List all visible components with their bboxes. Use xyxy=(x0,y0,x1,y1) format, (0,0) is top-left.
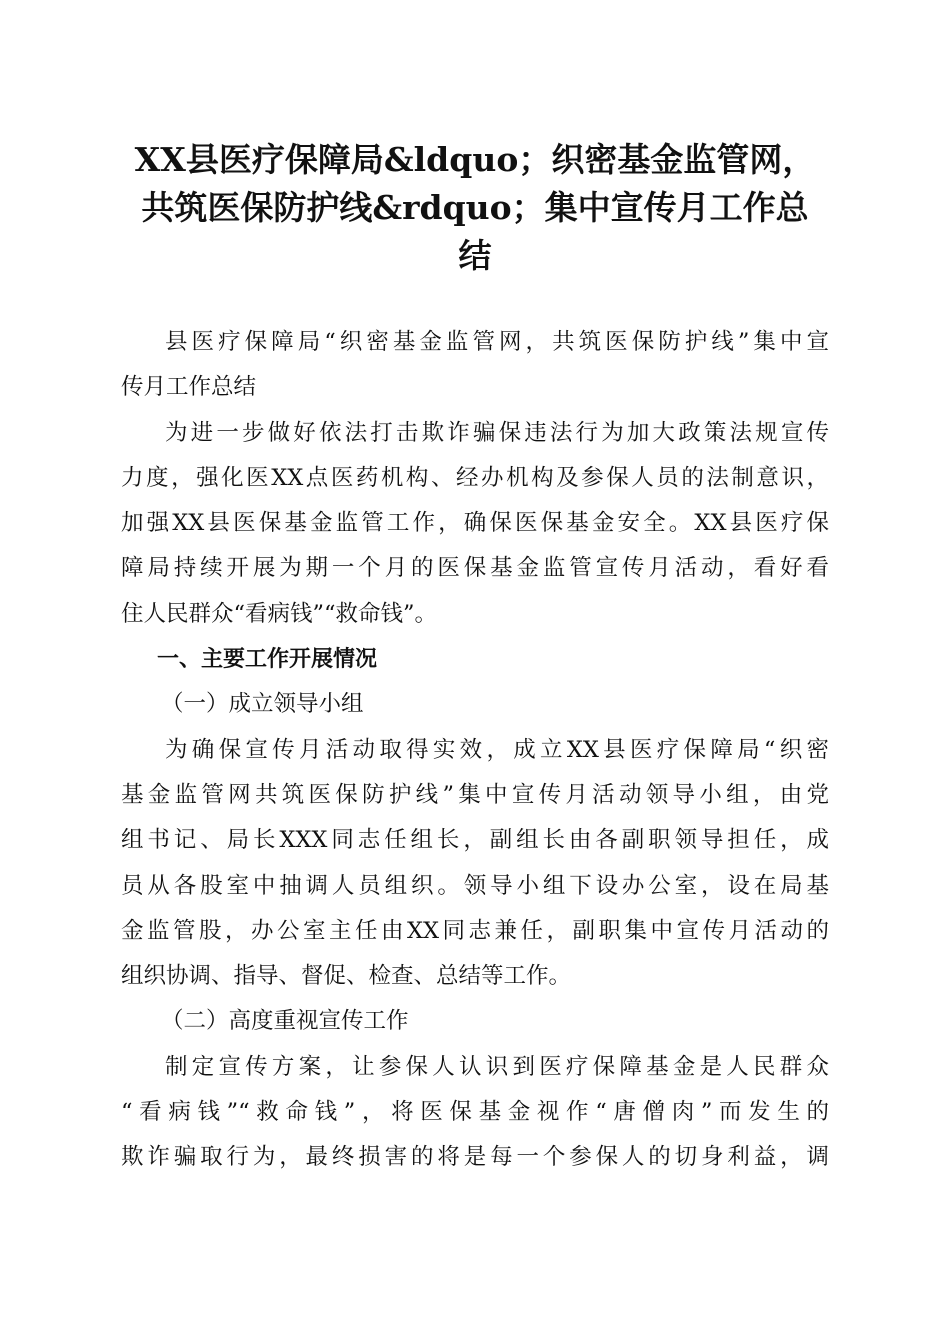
para1-line-3: 加强XX县医保基金监管工作，确保医保基金安全。XX县医疗保 xyxy=(121,510,829,537)
subsection-1-heading: （一）成立领导小组 xyxy=(161,691,364,718)
para2-line-3: 组书记、局长XXX同志任组长，副组长由各副职领导担任，成 xyxy=(121,827,829,854)
para2-line-1: 为确保宣传月活动取得实效，成立XX县医疗保障局“织密 xyxy=(165,736,829,763)
para1-line-5: 住人民群众“看病钱”“救命钱”。 xyxy=(121,600,438,627)
subsection-2-heading: （二）高度重视宣传工作 xyxy=(161,1008,409,1035)
document-title xyxy=(100,136,850,280)
para2-line-5: 金监管股，办公室主任由XX同志兼任，副职集中宣传月活动的 xyxy=(121,917,829,944)
para3-line-3: 欺诈骗取行为，最终损害的将是每一个参保人的切身利益，调 xyxy=(121,1144,829,1171)
intro-paragraph xyxy=(121,320,829,411)
intro-line-2: 传月工作总结 xyxy=(121,374,257,401)
para3-line-1: 制定宣传方案，让参保人认识到医疗保障基金是人民群众 xyxy=(165,1053,829,1080)
para1-line-2: 力度，强化医XX点医药机构、经办机构及参保人员的法制意识， xyxy=(121,464,829,491)
title-line-2: 共筑医保防护线&rdquo；集中宣传月工作总 xyxy=(141,188,809,227)
section-1-heading: 一、主要工作开展情况 xyxy=(157,647,378,673)
para1-line-1: 为进一步做好依法打击欺诈骗保违法行为加大政策法规宣传 xyxy=(165,419,829,446)
para2-line-4: 员从各股室中抽调人员组织。领导小组下设办公室，设在局基 xyxy=(121,872,829,899)
paragraph-1 xyxy=(121,411,829,637)
intro-line-1: 县医疗保障局“织密基金监管网，共筑医保防护线”集中宣 xyxy=(165,329,829,355)
paragraph-3 xyxy=(121,1045,829,1181)
title-line-1: XX县医疗保障局&ldquo；织密基金监管网， xyxy=(134,140,816,179)
para2-line-6: 组织协调、指导、督促、检查、总结等工作。 xyxy=(121,963,572,990)
para1-line-4: 障局持续开展为期一个月的医保基金监管宣传月活动，看好看 xyxy=(121,555,829,582)
paragraph-2 xyxy=(121,728,829,1000)
para3-line-2: “看病钱”“救命钱”，将医保基金视作“唐僧肉”而发生的 xyxy=(121,1099,829,1126)
para2-line-2: 基金监管网共筑医保防护线”集中宣传月活动领导小组，由党 xyxy=(121,781,829,808)
document-body xyxy=(121,320,829,1181)
title-line-3: 结 xyxy=(458,236,492,275)
